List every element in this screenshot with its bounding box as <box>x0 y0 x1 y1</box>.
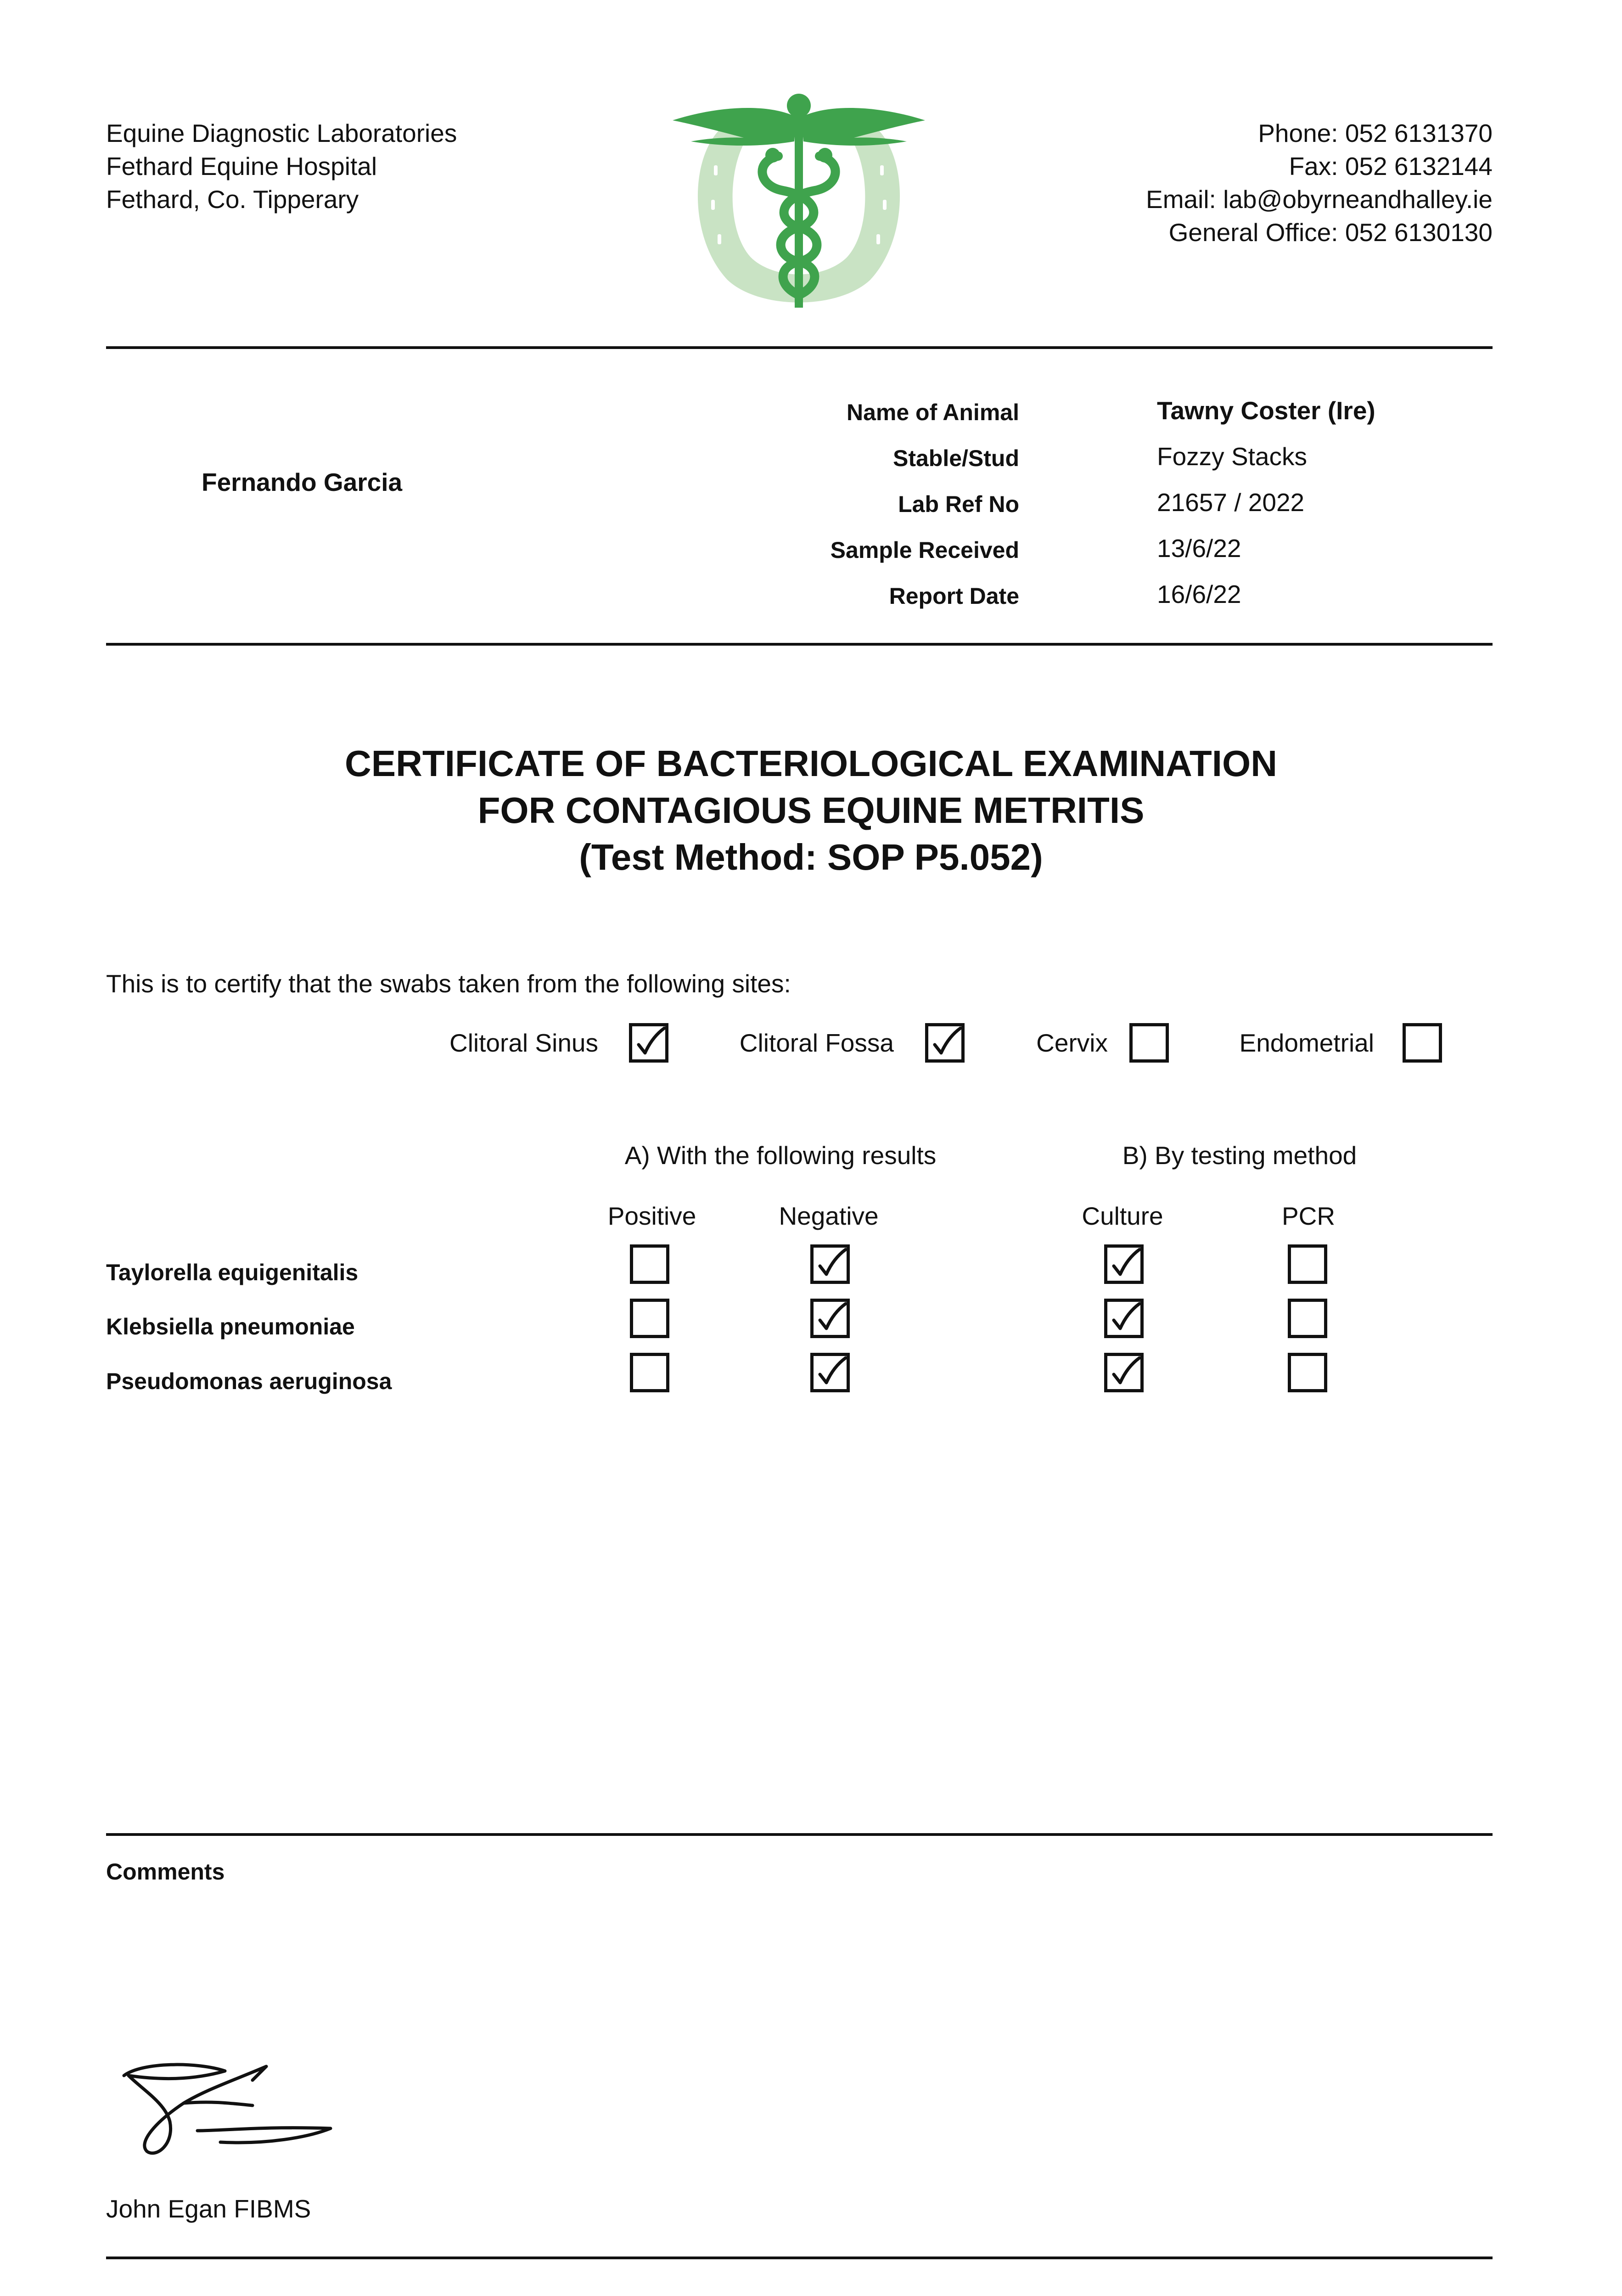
column-header-pcr: PCR <box>1281 1202 1336 1230</box>
result-checkbox-positive[interactable] <box>630 1353 669 1392</box>
organism-name: Taylorella equigenitalis <box>106 1260 359 1285</box>
certify-intro: This is to certify that the swabs taken from the following sites: <box>106 969 791 998</box>
title-line-1: CERTIFICATE OF BACTERIOLOGICAL EXAMINATION <box>344 743 1278 784</box>
comments-label: Comments <box>106 1859 225 1885</box>
lab-name: Equine Diagnostic Laboratories <box>106 119 457 147</box>
lab-location: Fethard, Co. Tipperary <box>106 185 359 214</box>
lab-address <box>106 117 457 216</box>
info-row <box>808 527 1474 573</box>
lab-hospital: Fethard Equine Hospital <box>106 152 377 180</box>
column-header-culture: Culture <box>1082 1202 1163 1230</box>
checkmark-icon <box>1109 1302 1141 1336</box>
site-label: Clitoral Fossa <box>739 1029 894 1057</box>
method-heading: B) By testing method <box>1122 1141 1357 1170</box>
comments-divider <box>106 1833 1493 1836</box>
title-line-3: (Test Method: SOP P5.052) <box>579 837 1043 878</box>
general-office: General Office: 052 6130130 <box>1168 218 1493 247</box>
column-header-positive: Positive <box>607 1202 696 1230</box>
certificate-title <box>0 740 1622 881</box>
method-checkbox-culture[interactable] <box>1104 1244 1144 1284</box>
organism-name: Klebsiella pneumoniae <box>106 1314 355 1339</box>
checkmark-icon <box>1109 1356 1141 1390</box>
site-checkbox[interactable] <box>629 1023 668 1063</box>
organism-name: Pseudomonas aeruginosa <box>106 1368 392 1394</box>
site-checkbox[interactable] <box>1403 1023 1442 1063</box>
left-wing <box>673 108 797 146</box>
phone: Phone: 052 6131370 <box>1258 119 1493 147</box>
info-value: 16/6/22 <box>1157 580 1241 608</box>
info-label: Sample Received <box>830 537 1019 563</box>
info-value: Tawny Coster (Ire) <box>1157 396 1375 425</box>
info-row <box>808 389 1474 435</box>
site-checkbox[interactable] <box>1129 1023 1169 1063</box>
email: Email: lab@obyrneandhalley.ie <box>1146 185 1493 214</box>
info-row <box>808 573 1474 619</box>
info-label: Stable/Stud <box>892 445 1019 471</box>
site-label: Endometrial <box>1239 1029 1374 1057</box>
info-divider <box>106 643 1493 646</box>
client-name: Fernando Garcia <box>202 468 403 496</box>
method-checkbox-culture[interactable] <box>1104 1299 1144 1338</box>
footer-divider <box>106 2257 1493 2259</box>
header-divider <box>106 346 1493 349</box>
info-value: 13/6/22 <box>1157 534 1241 563</box>
checkmark-icon <box>815 1356 847 1390</box>
result-checkbox-negative[interactable] <box>810 1244 850 1284</box>
method-checkbox-culture[interactable] <box>1104 1353 1144 1392</box>
title-line-2: FOR CONTAGIOUS EQUINE METRITIS <box>477 790 1145 831</box>
result-checkbox-positive[interactable] <box>630 1244 669 1284</box>
checkmark-icon <box>1109 1248 1141 1282</box>
checkmark-icon <box>930 1026 962 1060</box>
animal-info <box>808 389 1474 619</box>
signature <box>115 2053 344 2172</box>
site-checkbox[interactable] <box>925 1023 965 1063</box>
result-checkbox-negative[interactable] <box>810 1353 850 1392</box>
result-checkbox-positive[interactable] <box>630 1299 669 1338</box>
method-checkbox-pcr[interactable] <box>1288 1299 1327 1338</box>
info-value: Fozzy Stacks <box>1157 442 1308 471</box>
signatory-name: John Egan FIBMS <box>106 2195 311 2223</box>
info-value: 21657 / 2022 <box>1157 488 1305 517</box>
column-header-negative: Negative <box>779 1202 879 1230</box>
site-label: Cervix <box>1036 1029 1108 1057</box>
results-heading: A) With the following results <box>624 1141 937 1170</box>
checkmark-icon <box>815 1302 847 1336</box>
lab-contact <box>1146 117 1493 249</box>
fax: Fax: 052 6132144 <box>1289 152 1493 180</box>
info-row <box>808 435 1474 481</box>
method-checkbox-pcr[interactable] <box>1288 1244 1327 1284</box>
result-checkbox-negative[interactable] <box>810 1299 850 1338</box>
staff <box>795 115 803 308</box>
method-checkbox-pcr[interactable] <box>1288 1353 1327 1392</box>
caduceus-horseshoe-logo <box>663 87 934 317</box>
info-row <box>808 481 1474 527</box>
info-label: Lab Ref No <box>898 491 1019 517</box>
info-label: Report Date <box>889 583 1019 609</box>
checkmark-icon <box>634 1026 666 1060</box>
info-label: Name of Animal <box>846 400 1019 425</box>
checkmark-icon <box>815 1248 847 1282</box>
site-label: Clitoral Sinus <box>449 1029 598 1057</box>
right-wing <box>801 108 925 146</box>
